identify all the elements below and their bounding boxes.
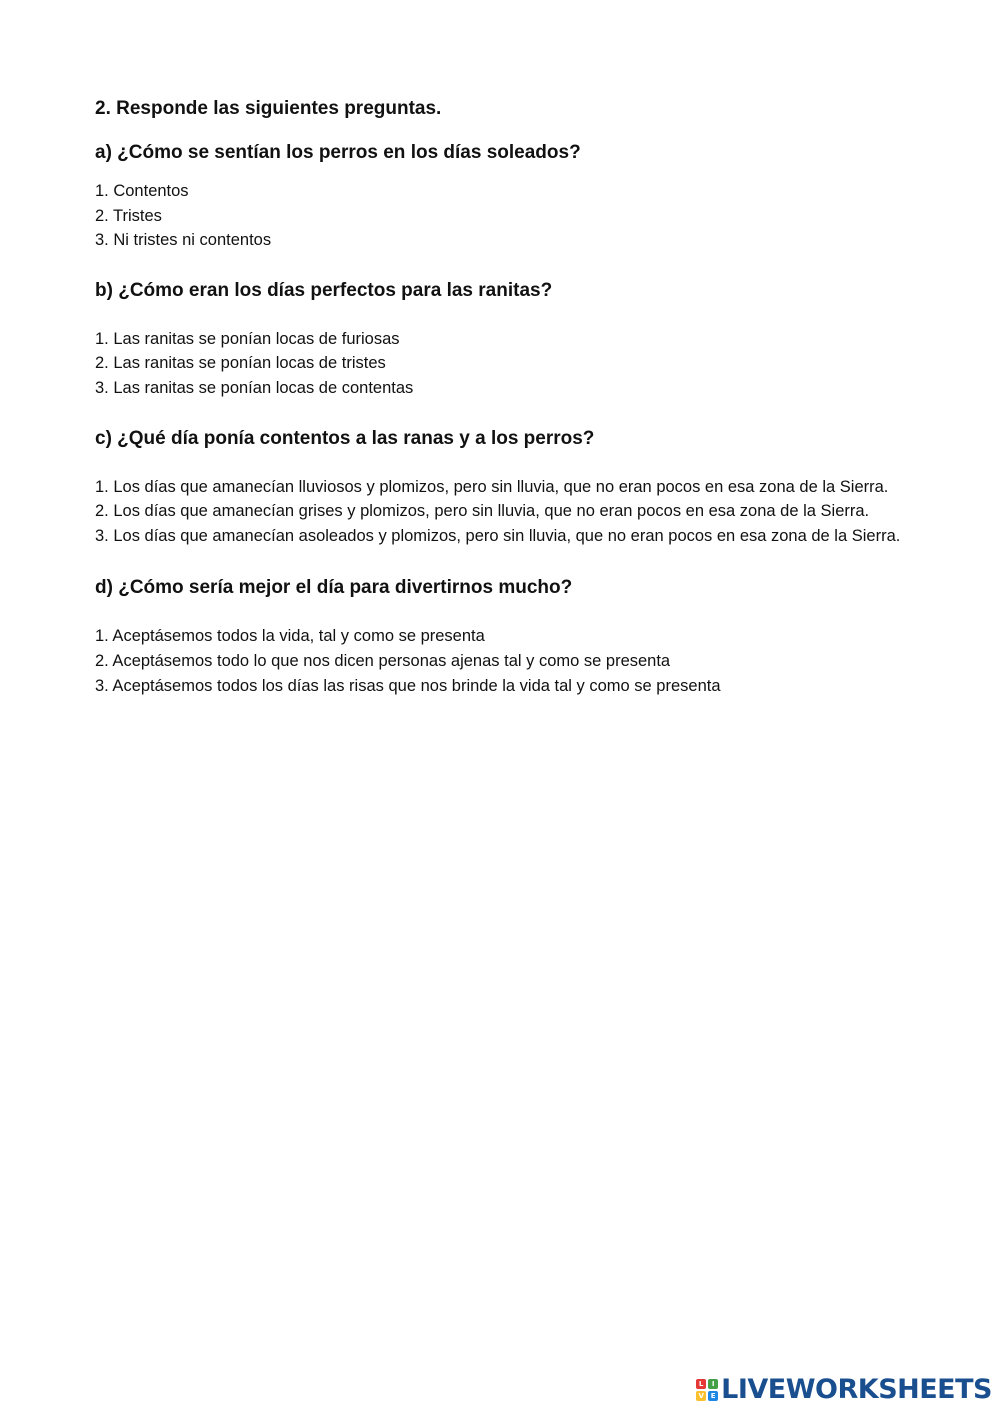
option-c-2[interactable]: 2. Los días que amanecían grises y plomizos, pero sin lluvia, que no eran pocos en esa zona de la Sierra. [95, 502, 870, 521]
option-a-3[interactable]: 3. Ni tristes ni contentos [95, 231, 272, 250]
question-b-options [95, 327, 905, 401]
logo-text: LIVEWORKSHEETS [721, 1374, 992, 1405]
option-b-1[interactable]: 1. Las ranitas se ponían locas de furiosas [95, 329, 400, 348]
option-d-3[interactable]: 3. Aceptásemos todos los días las risas que nos brinde la vida tal y como se presenta [95, 676, 721, 695]
question-a-options [95, 179, 905, 253]
question-c [95, 425, 905, 549]
option-c-3[interactable]: 3. Los días que amanecían asoleados y plomizos, pero sin lluvia, que no eran pocos en esa zona de la Sierra. [95, 526, 901, 545]
option-d-2[interactable]: 2. Aceptásemos todo lo que nos dicen personas ajenas tal y como se presenta [95, 651, 671, 670]
question-a-text: a) ¿Cómo se sentían los perros en los días soleados? [95, 142, 581, 163]
logo-mark-l: L [696, 1379, 706, 1389]
worksheet-page [95, 95, 905, 698]
question-d [95, 574, 905, 698]
option-a-2[interactable]: 2. Tristes [95, 206, 162, 225]
question-c-options [95, 475, 905, 549]
option-b-2[interactable]: 2. Las ranitas se ponían locas de tristes [95, 354, 386, 373]
question-c-text: c) ¿Qué día ponía contentos a las ranas y a los perros? [95, 427, 595, 449]
option-a-1[interactable]: 1. Contentos [95, 182, 189, 200]
logo-mark-v: V [696, 1391, 706, 1401]
liveworksheets-logo [696, 1375, 992, 1405]
logo-mark-i: I [708, 1379, 718, 1389]
question-b-text: b) ¿Cómo eran los días perfectos para las ranitas? [95, 279, 553, 301]
question-d-options [95, 624, 905, 698]
logo-mark-e: E [708, 1391, 718, 1401]
section-title: 2. Responde las siguientes preguntas. [95, 98, 442, 119]
logo-mark-icon [696, 1379, 718, 1401]
option-c-1[interactable]: 1. Los días que amanecían lluviosos y plomizos, pero sin lluvia, que no eran pocos en esa zona de la Sierra. [95, 477, 889, 496]
question-d-text: d) ¿Cómo sería mejor el día para divertirnos mucho? [95, 577, 573, 599]
question-b [95, 277, 905, 401]
option-b-3[interactable]: 3. Las ranitas se ponían locas de contentas [95, 378, 414, 397]
option-d-1[interactable]: 1. Aceptásemos todos la vida, tal y como se presenta [95, 627, 485, 646]
question-a [95, 139, 905, 253]
